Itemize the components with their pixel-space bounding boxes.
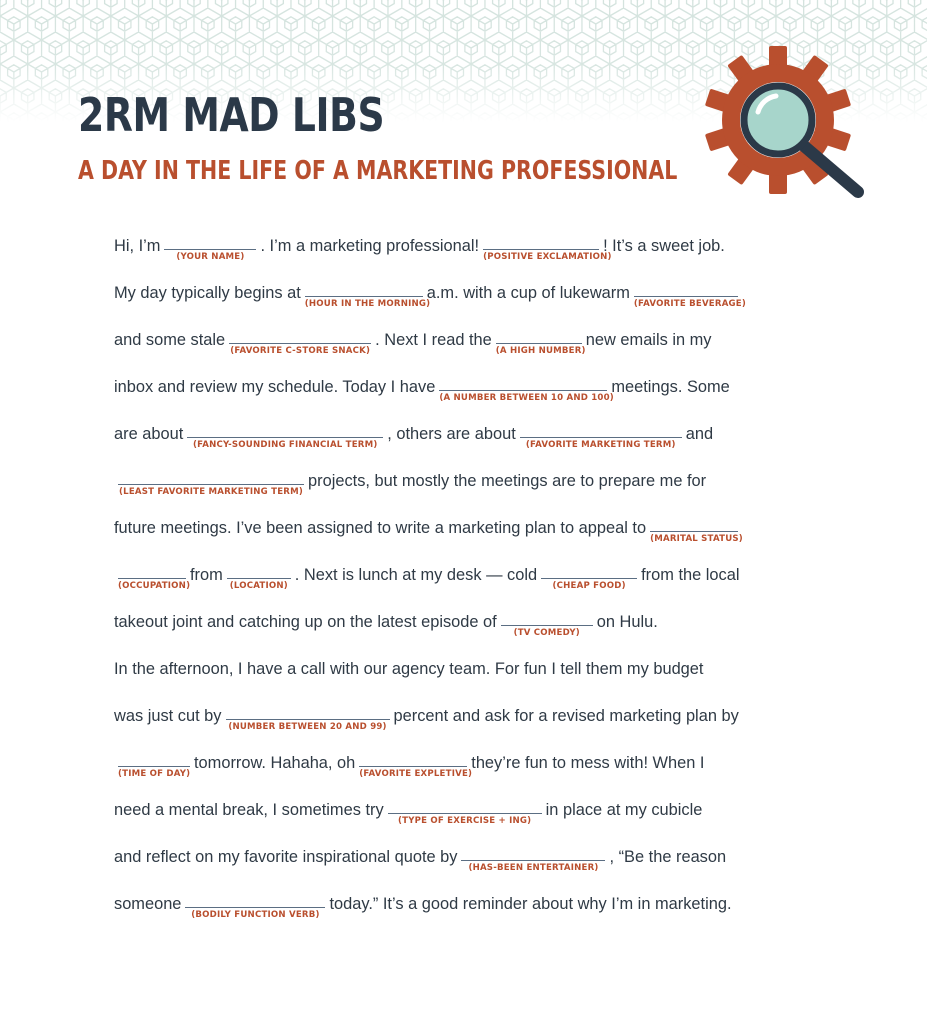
story-text: inbox and review my schedule. Today I have [114,378,436,396]
story-line [114,516,742,550]
blank-underline [164,249,256,250]
blank-marital-status[interactable] [650,516,743,544]
blank-number-between-20-and-99[interactable] [226,704,390,732]
story-line [114,234,725,268]
story-line [114,610,658,644]
blank-hint-label: (TIME OF DAY) [118,769,191,779]
blank-fancy-sounding-financial-term[interactable] [187,422,383,450]
story-text: new emails in my [585,331,712,349]
story-text: My day typically begins at [114,284,301,302]
story-line [114,422,713,456]
blank-underline [439,390,607,391]
story-text: on Hulu. [596,613,658,631]
blank-hint-label: (TV COMEDY) [513,628,580,638]
blank-underline [118,766,190,767]
blank-type-of-exercise-ing[interactable] [388,798,542,826]
story-text: today.” It’s a good reminder about why I’m in marketing. [329,895,732,913]
blank-hint-label: (MARITAL STATUS) [650,534,743,544]
blank-hint-label: (HAS-BEEN ENTERTAINER) [468,863,599,873]
blank-hint-label: (FAVORITE C-STORE SNACK) [230,346,371,356]
story-text: and [685,425,714,443]
story-line [114,751,704,785]
blank-underline [501,625,593,626]
blank-favorite-marketing-term[interactable] [520,422,682,450]
story-line [114,704,739,738]
story-text: in place at my cubicle [545,801,703,819]
page-subtitle: A DAY IN THE LIFE OF A MARKETING PROFESSIONAL [78,156,678,186]
story-line [114,328,712,362]
blank-underline [634,296,738,297]
blank-underline [185,907,325,908]
story-text: a.m. with a cup of lukewarm [426,284,630,302]
blank-hint-label: (OCCUPATION) [118,581,191,591]
story-text: meetings. Some [611,378,730,396]
blank-tv-comedy[interactable] [501,610,593,638]
story-text: from [190,566,223,584]
blank-hint-label: (LEAST FAVORITE MARKETING TERM) [119,487,303,497]
blank-hint-label: (A HIGH NUMBER) [495,346,586,356]
story-text: percent and ask for a revised marketing plan by [393,707,739,725]
page-title: 2RM MAD LIBS [78,88,385,142]
blank-underline [496,343,582,344]
blank-hint-label: (CHEAP FOOD) [552,581,626,591]
blank-hint-label: (FANCY-SOUNDING FINANCIAL TERM) [193,440,378,450]
blank-least-favorite-marketing-term[interactable] [118,469,304,497]
story-text: and reflect on my favorite inspirational quote by [114,848,458,866]
blank-occupation[interactable] [118,563,191,591]
blank-favorite-beverage[interactable] [633,281,746,309]
blank-bodily-function-verb[interactable] [185,892,325,920]
story-line [114,281,746,315]
blank-underline [118,578,186,579]
blank-underline [118,484,304,485]
blank-underline [520,437,682,438]
story-line [114,563,740,597]
blank-hour-in-the-morning[interactable] [304,281,431,309]
blank-underline [226,719,390,720]
story-text: . I’m a marketing professional! [260,237,480,255]
story-text: projects, but mostly the meetings are to prepare me for [308,472,707,490]
story-text: was just cut by [114,707,222,725]
blank-favorite-c-store-snack[interactable] [229,328,371,356]
blank-underline [305,296,423,297]
blank-cheap-food[interactable] [541,563,637,591]
story-text: need a mental break, I sometimes try [114,801,384,819]
blank-hint-label: (A NUMBER BETWEEN 10 AND 100) [439,393,614,403]
blank-hint-label: (LOCATION) [229,581,288,591]
blank-your-name[interactable] [164,234,256,262]
blank-location[interactable] [227,563,291,591]
blank-underline [461,860,605,861]
story-text: ! It’s a sweet job. [603,237,725,255]
blank-positive-exclamation[interactable] [483,234,612,262]
story-text: and some stale [114,331,226,349]
story-text: are about [114,425,184,443]
story-line [114,798,702,832]
story-text: they’re fun to mess with! When I [471,754,705,772]
blank-underline [650,531,738,532]
blank-time-of-day[interactable] [118,751,191,779]
blank-underline [187,437,383,438]
blank-hint-label: (YOUR NAME) [176,252,245,262]
story-text: takeout joint and catching up on the latest episode of [114,613,497,631]
story-text: tomorrow. Hahaha, oh [194,754,356,772]
blank-hint-label: (POSITIVE EXCLAMATION) [483,252,612,262]
story-text: . Next is lunch at my desk — cold [294,566,538,584]
blank-hint-label: (HOUR IN THE MORNING) [304,299,431,309]
story-line [114,657,703,691]
blank-a-high-number[interactable] [495,328,586,356]
blank-underline [388,813,542,814]
story-text: Hi, I’m [114,237,161,255]
story-line [114,375,730,409]
story-text: , “Be the reason [609,848,727,866]
story-line [114,469,706,503]
story-text: , others are about [387,425,516,443]
blank-hint-label: (BODILY FUNCTION VERB) [191,910,320,920]
blank-underline [359,766,467,767]
blank-underline [541,578,637,579]
story-text: from the local [641,566,740,584]
blank-hint-label: (FAVORITE MARKETING TERM) [525,440,676,450]
blank-hint-label: (TYPE OF EXERCISE + ING) [398,816,532,826]
story-text: someone [114,895,182,913]
story-text: . Next I read the [375,331,492,349]
blank-favorite-expletive[interactable] [359,751,473,779]
blank-underline [229,343,371,344]
blank-underline [483,249,599,250]
blank-underline [227,578,291,579]
blank-hint-label: (NUMBER BETWEEN 20 AND 99) [228,722,387,732]
story-line [114,892,732,926]
blank-hint-label: (FAVORITE EXPLETIVE) [359,769,473,779]
gear-magnifier-icon [700,40,870,208]
story-text: In the afternoon, I have a call with our agency team. For fun I tell them my budget [114,660,704,678]
blank-has-been-entertainer[interactable] [461,845,605,873]
blank-hint-label: (FAVORITE BEVERAGE) [633,299,746,309]
story-text: future meetings. I’ve been assigned to write a marketing plan to appeal to [114,519,647,537]
story-line [114,845,726,879]
blank-a-number-between-10-and-100[interactable] [439,375,614,403]
